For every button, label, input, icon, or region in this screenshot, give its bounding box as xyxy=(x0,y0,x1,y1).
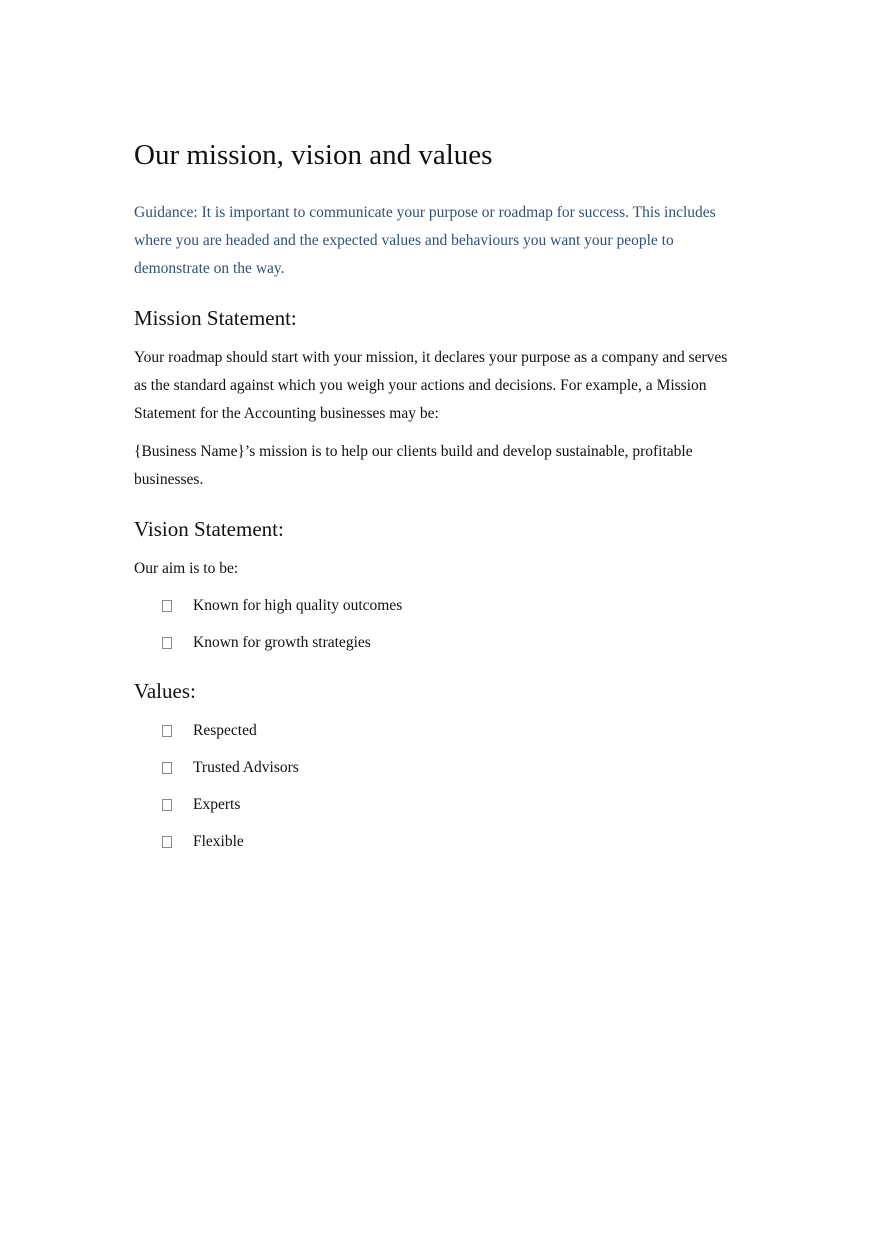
vision-item-label: Known for high quality outcomes xyxy=(193,597,403,615)
list-item xyxy=(162,794,734,816)
values-list xyxy=(134,720,734,853)
vision-section xyxy=(134,516,734,654)
list-item xyxy=(162,831,734,853)
document-content xyxy=(134,138,734,868)
vision-list xyxy=(134,595,734,654)
list-item xyxy=(162,632,734,654)
value-item-label: Flexible xyxy=(193,832,244,850)
vision-heading: Vision Statement: xyxy=(134,517,284,542)
mission-example: {Business Name}’s mission is to help our clients build and develop sustainable, profitable businesses. xyxy=(134,443,693,489)
values-section xyxy=(134,678,734,852)
value-item-label: Respected xyxy=(193,721,257,739)
list-item xyxy=(162,720,734,742)
checkbox-bullet-icon xyxy=(162,799,172,811)
checkbox-bullet-icon xyxy=(162,600,172,612)
mission-heading: Mission Statement: xyxy=(134,305,297,330)
checkbox-bullet-icon xyxy=(162,725,172,737)
guidance-text: Guidance: It is important to communicate your purpose or roadmap for success. This includes where you are headed and the expected values and behaviours you want your people to demonstrate on the way. xyxy=(134,203,716,277)
page-title: Our mission, vision and values xyxy=(134,139,493,171)
vision-item-label: Known for growth strategies xyxy=(193,634,371,652)
checkbox-bullet-icon xyxy=(162,762,172,774)
list-item xyxy=(162,595,734,617)
checkbox-bullet-icon xyxy=(162,836,172,848)
mission-paragraph: Your roadmap should start with your mission, it declares your purpose as a company and serves as the standard against which you weigh your actions and decisions. For example, a Mission Statement for the Accounting businesses may be: xyxy=(134,349,728,423)
values-heading: Values: xyxy=(134,679,196,704)
value-item-label: Experts xyxy=(193,795,241,813)
mission-section xyxy=(134,305,734,494)
list-item xyxy=(162,757,734,779)
value-item-label: Trusted Advisors xyxy=(193,758,299,776)
vision-intro: Our aim is to be: xyxy=(134,560,239,578)
checkbox-bullet-icon xyxy=(162,637,172,649)
